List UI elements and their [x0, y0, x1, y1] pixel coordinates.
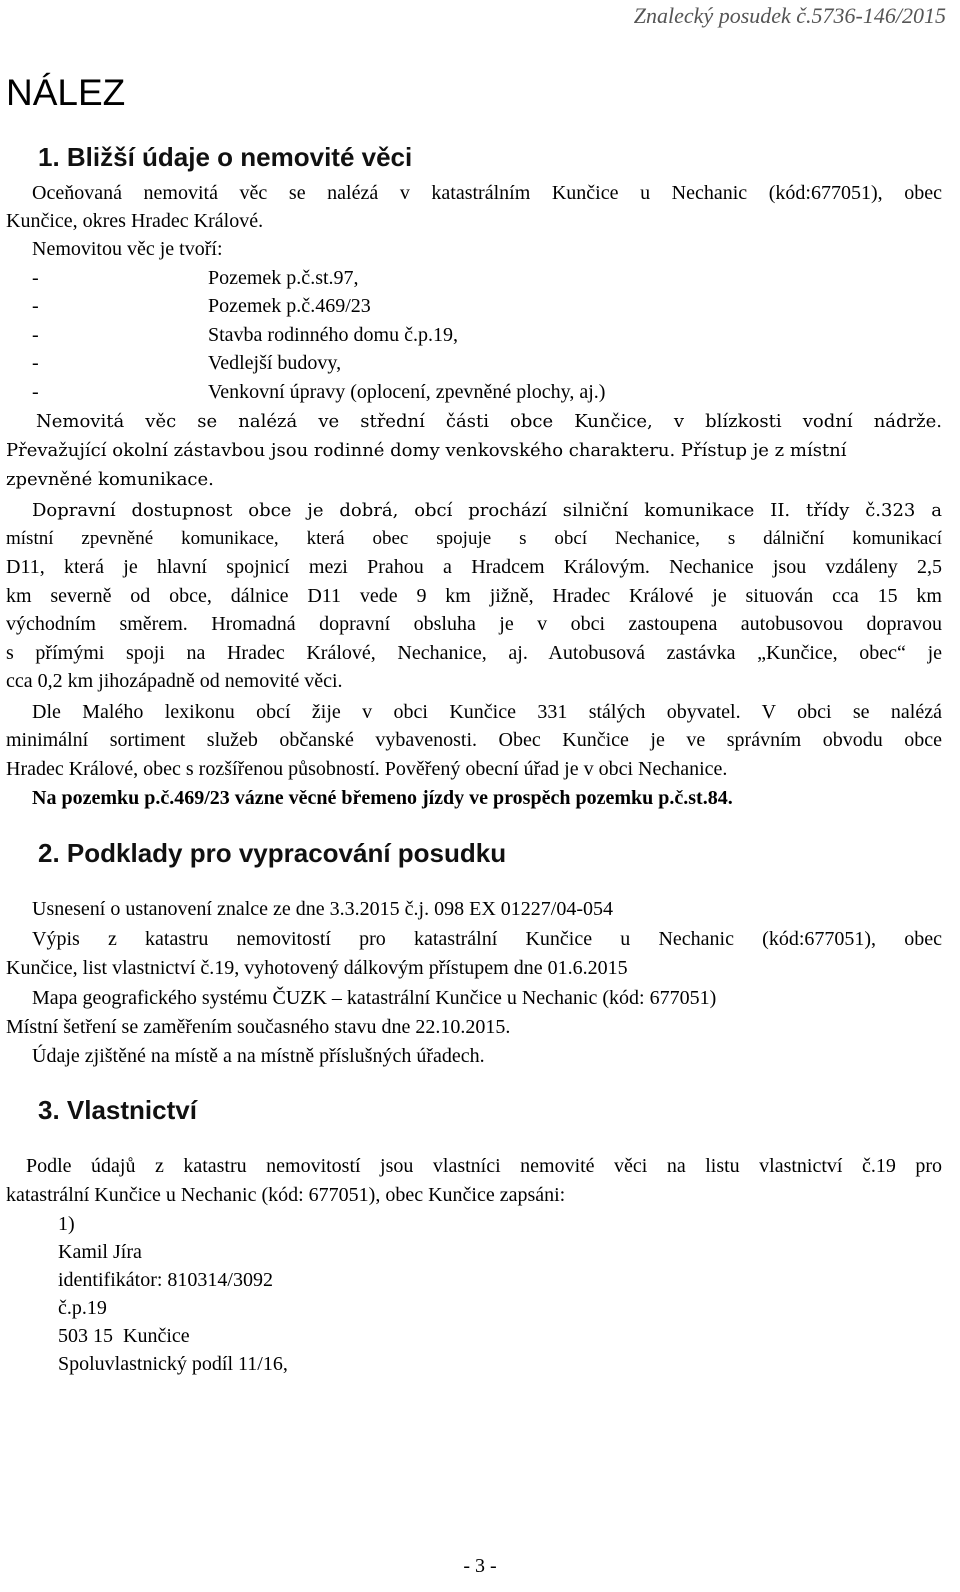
text-line: D11, která je hlavní spojnicí mezi Prahou a Hradcem Královým. Nechanice jsou vzdáleny 2,5 — [6, 556, 942, 578]
owner-identifier: identifikátor: 810314/3092 — [58, 1269, 273, 1291]
text-line: Kunčice, okres Hradec Králové. — [6, 210, 264, 232]
text-line: Údaje zjištěné na místě a na místně příslušných úřadech. — [32, 1045, 485, 1067]
list-item: Vedlejší budovy, — [208, 352, 342, 374]
text-line: Oceňovaná nemovitá věc se nalézá v katastrálním Kunčice u Nechanic (kód:677051), obec — [32, 182, 942, 204]
list-item: Pozemek p.č.st.97, — [208, 267, 359, 289]
text-line: Převažující okolní zástavbou jsou rodinné domy venkovského charakteru. Přístup je z místní — [6, 440, 847, 461]
text-line: km severně od obce, dálnice D11 vede 9 km jižně, Hradec Králové je situován cca 15 km — [6, 585, 942, 607]
list-dash: - — [32, 267, 39, 289]
text-line: Mapa geografického systému ČUZK – katastrální Kunčice u Nechanic (kód: 677051) — [32, 987, 717, 1009]
list-dash: - — [32, 324, 39, 346]
text-line: místní zpevněné komunikace, která obec spojuje s obcí Nechanice, s dálniční komunikací — [6, 528, 942, 549]
text-line: Místní šetření se zaměřením současného stavu dne 22.10.2015. — [6, 1016, 511, 1038]
text-line: Výpis z katastru nemovitostí pro katastrální Kunčice u Nechanic (kód:677051), obec — [32, 928, 942, 950]
text-line: Nemovitá věc se nalézá ve střední části obce Kunčice, v blízkosti vodní nádrže. — [36, 411, 942, 432]
section-2-heading: 2. Podklady pro vypracování posudku — [38, 838, 507, 868]
list-dash: - — [32, 381, 39, 403]
text-line: Podle údajů z katastru nemovitostí jsou vlastníci nemovité věci na listu vlastnictví č.19 pro — [26, 1155, 942, 1177]
text-line: Hradec Králové, obec s rozšířenou působností. Pověřený obecní úřad je v obci Nechanice. — [6, 758, 728, 780]
owner-number: 1) — [58, 1213, 75, 1235]
text-line: cca 0,2 km jihozápadně od nemovité věci. — [6, 670, 343, 692]
text-line: Nemovitou věc je tvoří: — [32, 238, 223, 260]
list-dash: - — [32, 352, 39, 374]
text-line: Kunčice, list vlastnictví č.19, vyhotovený dálkovým přístupem dne 01.6.2015 — [6, 957, 628, 979]
list-dash: - — [32, 295, 39, 317]
page-title: NÁLEZ — [6, 72, 126, 113]
easement-note: Na pozemku p.č.469/23 vázne věcné břemeno jízdy ve prospěch pozemku p.č.st.84. — [32, 787, 733, 809]
text-line: Dle Malého lexikonu obcí žije v obci Kunčice 331 stálých obyvatel. V obci se nalézá — [32, 701, 942, 723]
text-line: zpevněné komunikace. — [6, 469, 214, 490]
text-line: Usnesení o ustanovení znalce ze dne 3.3.2015 č.j. 098 EX 01227/04-054 — [32, 898, 613, 920]
owner-house-number: č.p.19 — [58, 1297, 107, 1319]
section-3-heading: 3. Vlastnictví — [38, 1095, 197, 1125]
list-item: Stavba rodinného domu č.p.19, — [208, 324, 458, 346]
owner-share: Spoluvlastnický podíl 11/16, — [58, 1353, 288, 1375]
text-line: s přímými spoji na Hradec Králové, Nechanice, aj. Autobusová zastávka „Kunčice, obec“ je — [6, 642, 942, 664]
document-header: Znalecký posudek č.5736-146/2015 — [633, 3, 946, 28]
list-item: Venkovní úpravy (oplocení, zpevněné plochy, aj.) — [208, 381, 606, 403]
text-line: minimální sortiment služeb občanské vybavenosti. Obec Kunčice je ve správním obvodu obce — [6, 729, 942, 751]
text-line: Dopravní dostupnost obce je dobrá, obcí prochází silniční komunikace II. třídy č.323 a — [32, 500, 942, 521]
page-number: - 3 - — [463, 1555, 497, 1577]
owner-name: Kamil Jíra — [58, 1241, 142, 1263]
text-line: východním směrem. Hromadná dopravní obsluha je v obci zastoupena autobusovou dopravou — [6, 613, 942, 635]
owner-postal-address: 503 15 Kunčice — [58, 1325, 190, 1347]
section-1-heading: 1. Bližší údaje o nemovité věci — [38, 142, 413, 172]
list-item: Pozemek p.č.469/23 — [208, 295, 371, 317]
text-line: katastrální Kunčice u Nechanic (kód: 677051), obec Kunčice zapsáni: — [6, 1184, 566, 1206]
